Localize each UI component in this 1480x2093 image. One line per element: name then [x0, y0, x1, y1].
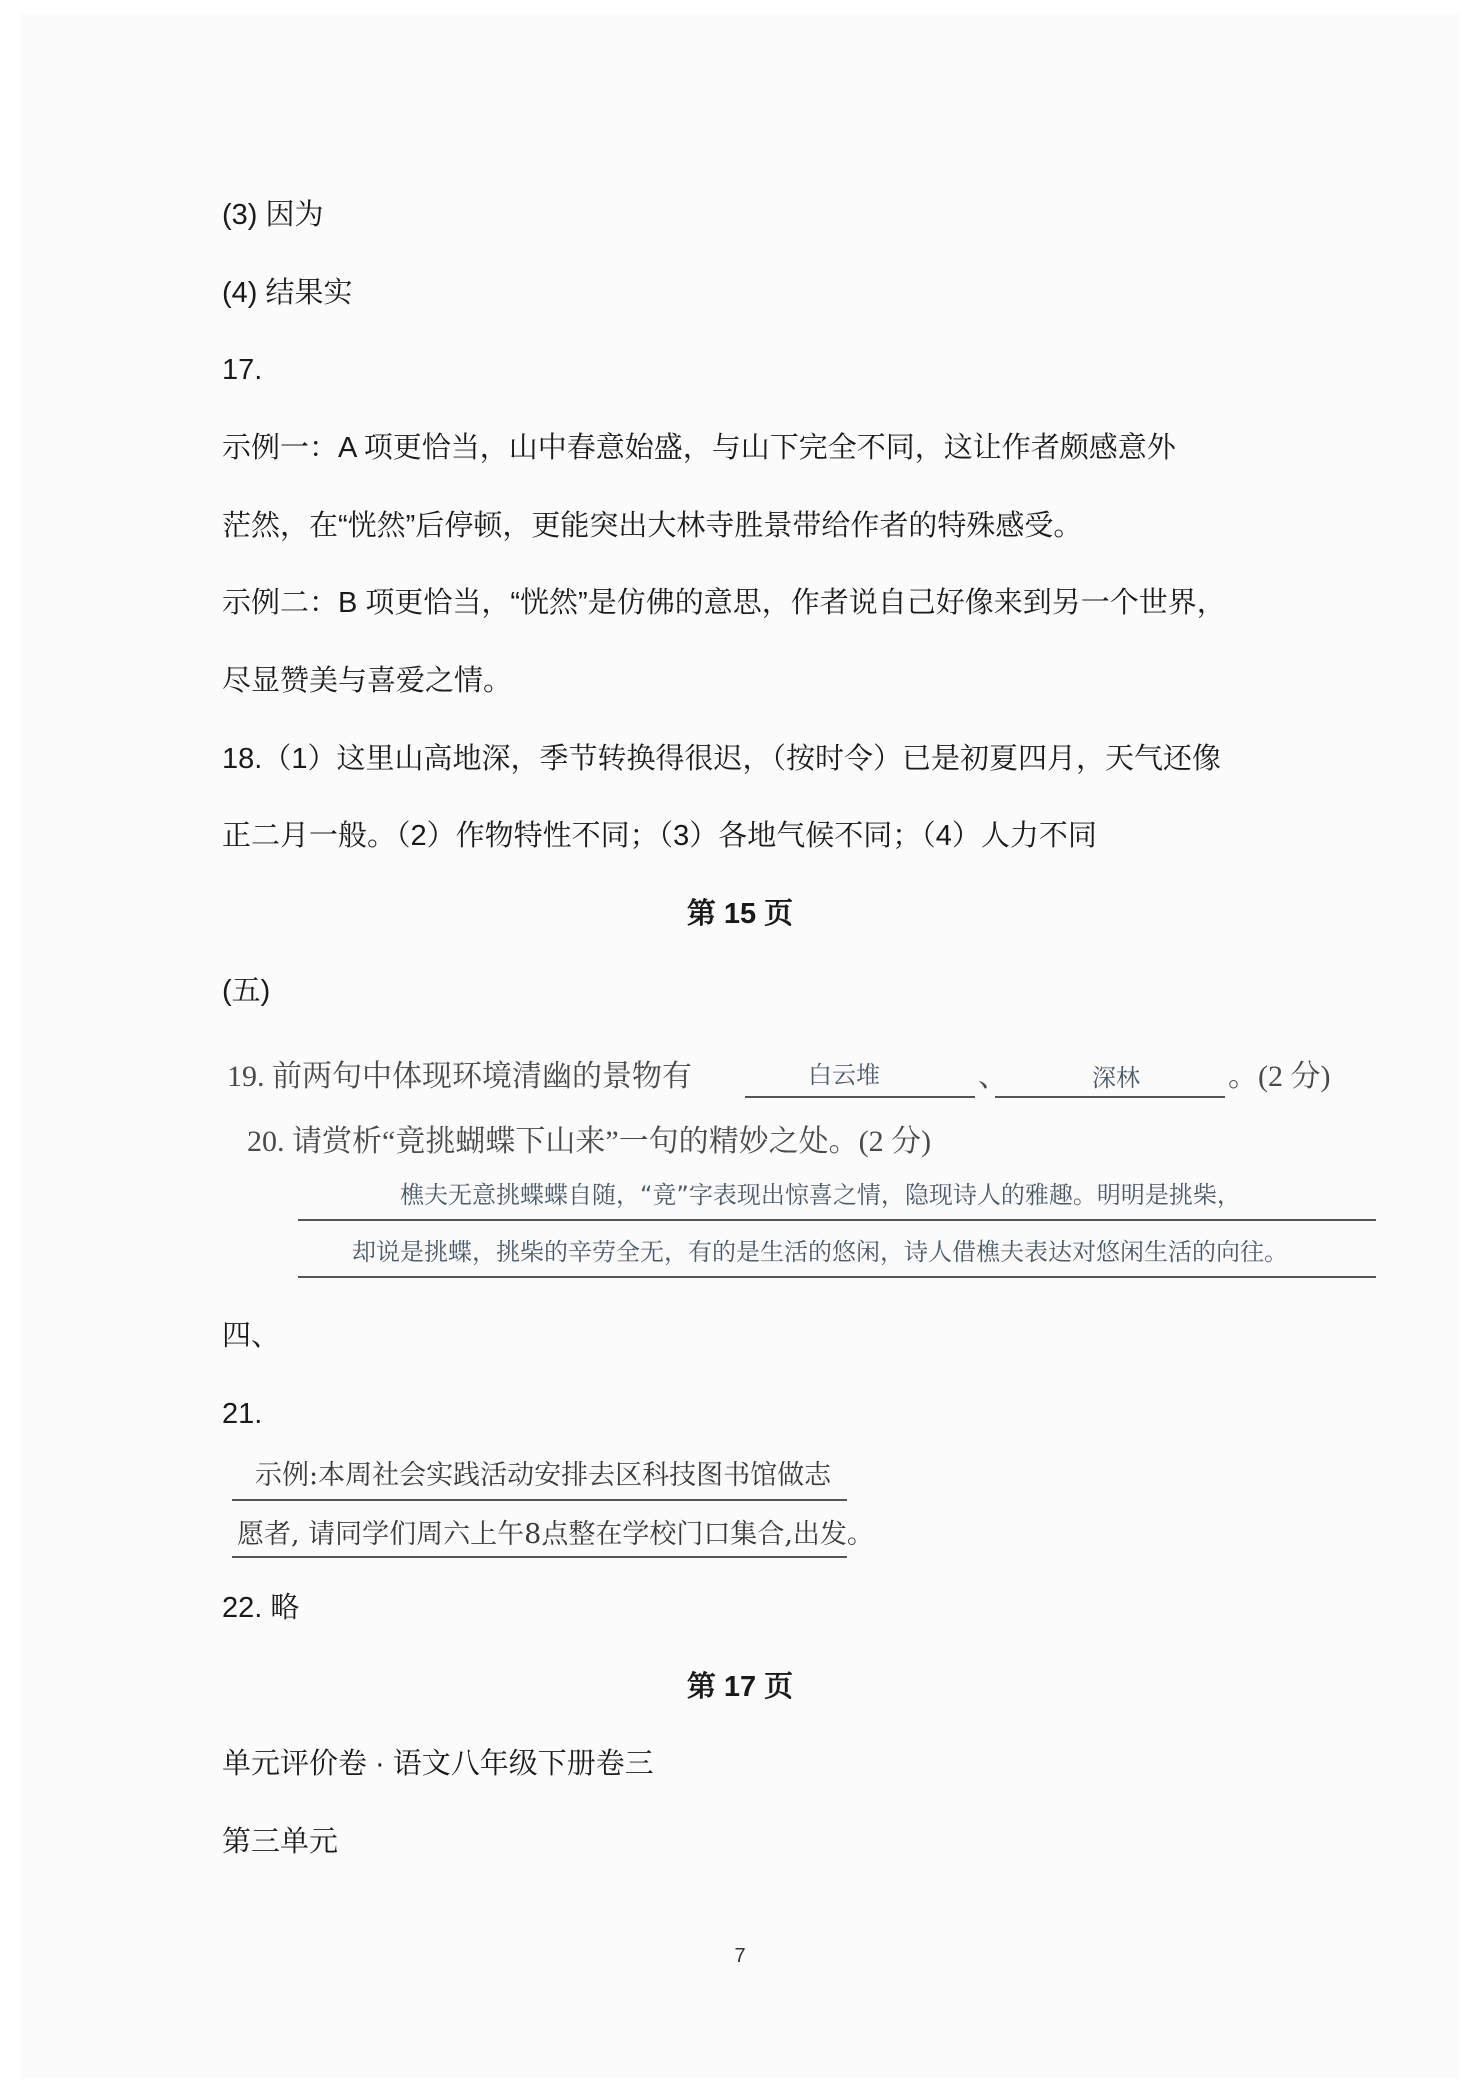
answer-blank-2 — [995, 1096, 1225, 1098]
example-2-line-2: 尽显赞美与喜爱之情。 — [222, 665, 513, 697]
unit-heading: 第三单元 — [222, 1826, 339, 1858]
answer-3: (3) 因为 — [222, 199, 324, 231]
answer-21-rule-1 — [232, 1499, 847, 1501]
question-18-line-2: 正二月一般。（2）作物特性不同；（3）各地气候不同；（4）人力不同 — [222, 820, 1097, 852]
question-19-text: 19. 前两句中体现环境清幽的景物有 — [227, 1060, 692, 1093]
answer-20-rule-2 — [298, 1276, 1376, 1278]
question-21-number: 21. — [222, 1398, 263, 1430]
answer-21-line-2: 愿者, 请同学们周六上午8点整在学校门口集合,出发。 — [237, 1519, 874, 1550]
section-five: (五) — [222, 975, 271, 1007]
section-four: 四、 — [222, 1320, 281, 1352]
enumeration-comma: 、 — [978, 1060, 1008, 1093]
answer-21-rule-2 — [232, 1556, 847, 1558]
question-19-score: 。(2 分) — [1228, 1060, 1331, 1093]
page-heading-17: 第 17 页 — [686, 1671, 794, 1703]
example-1-line-1: 示例一：A 项更恰当，山中春意始盛，与山下完全不同，这让作者颇感意外 — [222, 432, 1176, 464]
question-22: 22. 略 — [222, 1592, 300, 1624]
answer-19-1: 白云堆 — [808, 1061, 880, 1089]
answer-19-2: 深林 — [1092, 1064, 1140, 1092]
page-heading-15: 第 15 页 — [686, 898, 794, 930]
answer-20-rule-1 — [298, 1219, 1376, 1221]
answer-21-line-1: 示例:本周社会实践活动安排去区科技图书馆做志 — [255, 1460, 832, 1491]
answer-blank-1 — [745, 1096, 975, 1098]
question-17-number: 17. — [222, 354, 263, 386]
question-18-line-1: 18.（1）这里山高地深，季节转换得很迟，（按时令）已是初夏四月，天气还像 — [222, 743, 1221, 775]
answer-20-line-2: 却说是挑蝶，挑柴的辛劳全无，有的是生活的悠闲，诗人借樵夫表达对悠闲生活的向往。 — [352, 1238, 1288, 1266]
unit-evaluation-title: 单元评价卷 · 语文八年级下册卷三 — [222, 1748, 654, 1780]
example-2-line-1: 示例二：B 项更恰当，“恍然”是仿佛的意思，作者说自己好像来到另一个世界， — [222, 587, 1226, 619]
page-number: 7 — [734, 1945, 746, 1967]
example-1-line-2: 茫然，在“恍然”后停顿，更能突出大林寺胜景带给作者的特殊感受。 — [222, 510, 1083, 542]
answer-4: (4) 结果实 — [222, 277, 353, 309]
question-20-text: 20. 请赏析“竟挑蝴蝶下山来”一句的精妙之处。(2 分) — [247, 1125, 932, 1158]
answer-20-line-1: 樵夫无意挑蝶蝶自随，“竟”字表现出惊喜之情，隐现诗人的雅趣。明明是挑柴， — [400, 1181, 1241, 1209]
